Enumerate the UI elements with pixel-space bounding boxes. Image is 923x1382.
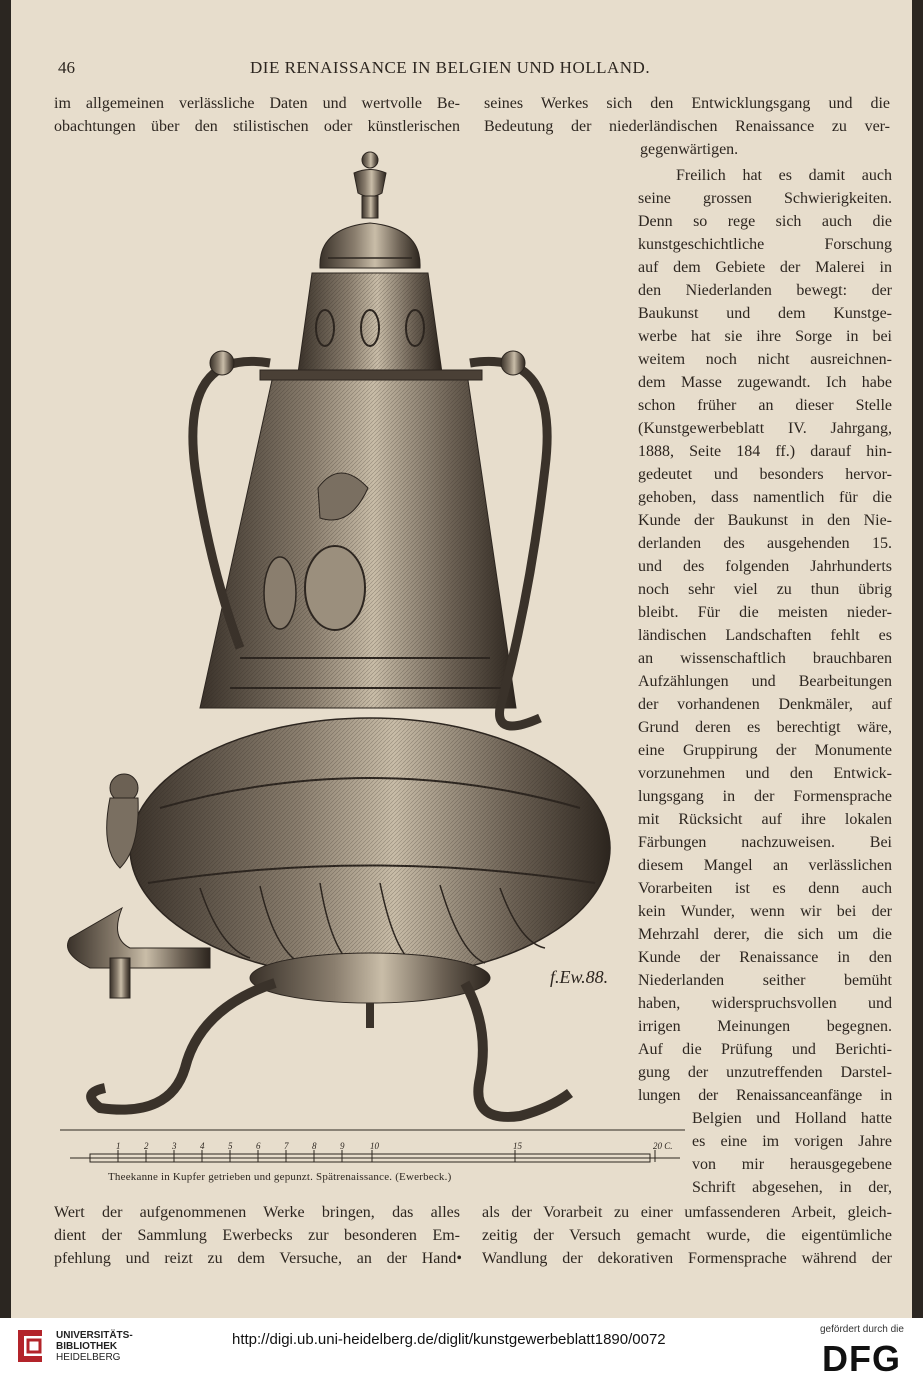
text-line: (Kunstgewerbeblatt IV. Jahrgang, [638,420,892,437]
text-line: dient der Sammlung Ewerbecks zur besonderen Em- [54,1227,460,1244]
library-name-line: UNIVERSITÄTS- [56,1330,133,1341]
library-name-line: HEIDELBERG [56,1352,121,1363]
text-line: Aufzählungen und Bearbeitungen [638,673,892,690]
scale-label: 8 [312,1141,317,1151]
library-logo-icon [10,1326,50,1366]
text-line: auf dem Gebiete der Malerei in [638,259,892,276]
text-line: lungen der Renaissanceanfänge in [638,1087,892,1104]
scale-label: 7 [284,1141,289,1151]
text-line: Wert der aufgenommenen Werke bringen, das alles [54,1204,460,1221]
text-line: werbe hat sie ihre Sorge in bei [638,328,892,345]
text-line: gedeutet und besonders hervor- [638,466,892,483]
text-line: dem Masse zugewandt. Ich habe [638,374,892,391]
scale-label: 5 [228,1141,233,1151]
text-line: gehoben, dass namentlich für die [638,489,892,506]
text-line: diesem Mangel an verlässlichen [638,857,892,874]
text-line: Niederlanden seither bemüht [638,972,892,989]
text-line: kein Wunder, wenn wir bei der [638,903,892,920]
text-line: noch sehr viel zu thun übrig [638,581,892,598]
text-line: 1888, Seite 184 ff.) darauf hin- [638,443,892,460]
text-line: Belgien und Holland hatte [692,1110,892,1127]
text-line: Kunde der Renaissance in den [638,949,892,966]
sponsor-note: gefördert durch die [820,1324,904,1335]
text-line: schon früher an dieser Stelle [638,397,892,414]
text-line: pfehlung und reizt zu dem Versuche, an der Hand• [54,1250,462,1267]
text-line: obachtungen über den stilistischen oder künstlerischen [54,118,460,135]
text-line: als der Vorarbeit zu einer umfassenderen Arbeit, gleich- [482,1204,892,1221]
figure-caption: Theekanne in Kupfer getrieben und gepunzt. Spätrenaissance. (Ewerbeck.) [108,1171,452,1183]
text-line: der vorhandenen Denkmäler, auf [638,696,892,713]
text-line: seine grossen Schwierigkeiten. [638,190,892,207]
text-line: ländischen Landschaften fehlt es [638,627,892,644]
scale-label: 6 [256,1141,261,1151]
text-line: mit Rücksicht auf ihre lokalen [638,811,892,828]
text-line: Baukunst und dem Kunstge- [638,305,892,322]
text-line: gegenwärtigen. [640,141,739,158]
text-line: seines Werkes sich den Entwicklungsgang und die [484,95,890,112]
text-line: Schrift abgesehen, in der, [692,1179,892,1196]
scale-label: 15 [513,1141,522,1151]
text-line: irrigen Meinungen begegnen. [638,1018,892,1035]
text-line: haben, widerspruchsvollen und [638,995,892,1012]
scale-label: 2 [144,1141,149,1151]
text-line: es eine im vorigen Jahre [692,1133,892,1150]
page-number: 46 [58,58,75,77]
text-line: Grund deren es berechtigt wäre, [638,719,892,736]
text-line: im allgemeinen verlässliche Daten und wertvolle Be- [54,95,460,112]
text-line: vorzunehmen und den Entwick- [638,765,892,782]
artist-signature: f.Ew.88. [550,967,609,987]
text-line: Kunde der Baukunst in den Nie- [638,512,892,529]
scale-label: 20 C. [653,1141,673,1151]
text-line: bleibt. Für die meisten nieder- [638,604,892,621]
text-line: kunstgeschichtliche Forschung [638,236,892,253]
scale-label: 1 [116,1141,121,1151]
scale-label: 4 [200,1141,205,1151]
text-line: zeitig der Versuch gemacht wurde, die eigentümliche [482,1227,892,1244]
text-line: Denn so rege sich auch die [638,213,892,230]
text-line: und des folgenden Jahrhunderts [638,558,892,575]
scale-bar [60,1120,690,1170]
running-title: DIE RENAISSANCE IN BELGIEN UND HOLLAND. [250,58,651,77]
teapot-illustration [50,148,640,1148]
text-line: Färbungen nachzuweisen. Bei [638,834,892,851]
scale-label: 9 [340,1141,345,1151]
text-line: gung der unzutreffenden Darstel- [638,1064,892,1081]
text-line: Freilich hat es damit auch [676,167,892,184]
text-line: Vorarbeiten ist es denn auch [638,880,892,897]
text-line: von mir herausgegebene [692,1156,892,1173]
text-line: lungsgang in der Formensprache [638,788,892,805]
text-line: derlanden des ausgehenden 15. [638,535,892,552]
text-line: Auf die Prüfung und Berichti- [638,1041,892,1058]
dfg-logo: DFG [822,1338,901,1379]
text-line: an wissenschaftlich brauchbaren [638,650,892,667]
scale-label: 3 [172,1141,177,1151]
library-name-line: BIBLIOTHEK [56,1341,118,1352]
scale-label: 10 [370,1141,379,1151]
text-line: Wandlung der dekorativen Formensprache während der [482,1250,892,1267]
text-line: eine Gruppirung der Monumente [638,742,892,759]
permalink-url[interactable]: http://digi.ub.uni-heidelberg.de/diglit/kunstgewerbeblatt1890/0072 [232,1331,666,1348]
text-line: Bedeutung der niederländischen Renaissance zu ver- [484,118,890,135]
text-line: den Niederlanden bewegt: der [638,282,892,299]
text-line: Mehrzahl derer, die sich um die [638,926,892,943]
text-line: weitem noch nicht ausreichnen- [638,351,892,368]
viewer-footer [0,1318,923,1382]
